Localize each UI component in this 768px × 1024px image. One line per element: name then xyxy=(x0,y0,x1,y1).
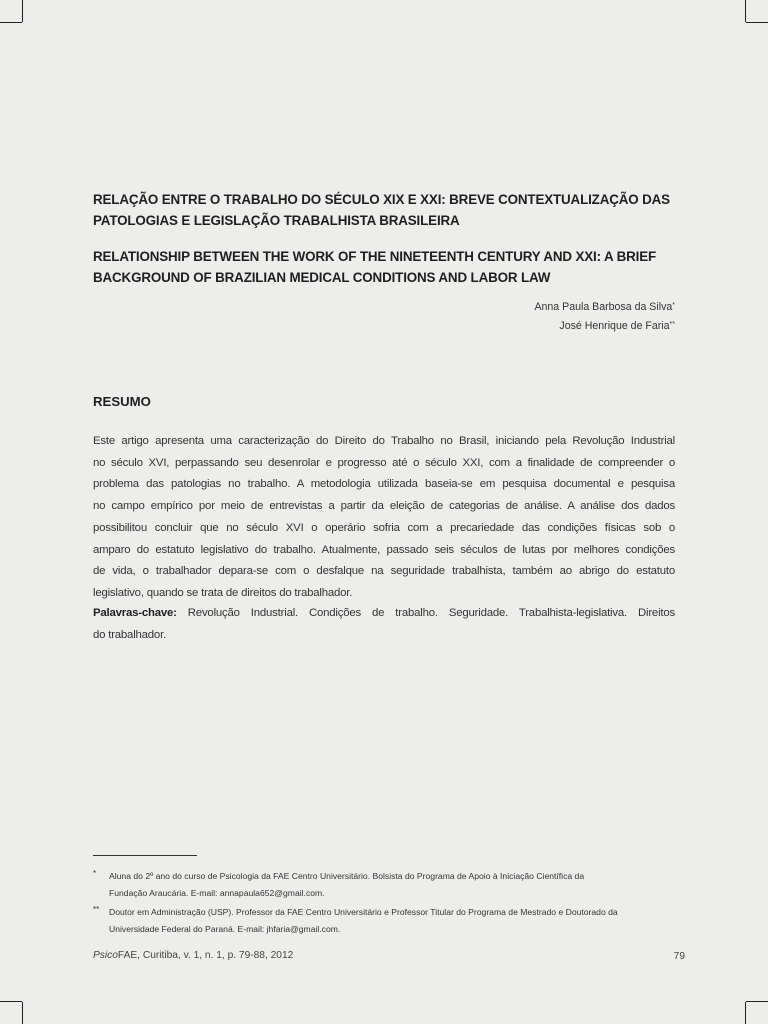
footnote-line: Aluna do 2º ano do curso de Psicologia da FAE Centro Universitário. Bolsista do Programa de Apoio à Iniciação Científica da xyxy=(109,871,585,881)
author-footnote-mark: ** xyxy=(669,321,675,328)
journal-details: FAE, Curitiba, v. 1, n. 1, p. 79-88, 2012 xyxy=(117,950,294,961)
crop-mark xyxy=(746,22,768,23)
footnote-line: Universidade Federal do Paraná. E-mail: jhfaria@gmail.com. xyxy=(109,923,341,934)
title-portuguese xyxy=(93,189,683,231)
author-footnote-mark: * xyxy=(672,302,675,309)
crop-mark xyxy=(0,1001,22,1002)
title-line: RELAÇÃO ENTRE O TRABALHO DO SÉCULO XIX E XXI: BREVE CONTEXTUALIZAÇÃO DAS xyxy=(93,192,670,207)
abstract-line: de vida, o trabalhador depara-se com o desfalque na seguridade trabalhista, também ao abrigo do estatuto xyxy=(93,565,675,578)
footnote-line: Doutor em Administração (USP). Professor da FAE Centro Universitário e Professor Titular do Programa de Mestrado e Doutorado da xyxy=(109,907,618,917)
footnote xyxy=(93,868,683,901)
abstract-line: amparo do estatuto legislativo do trabalho. Atualmente, passado seis séculos de lutas por melhores condições xyxy=(93,543,675,556)
author-name: Anna Paula Barbosa da Silva xyxy=(534,301,673,313)
keywords xyxy=(93,603,675,646)
abstract-text xyxy=(93,431,675,605)
page-number: 79 xyxy=(673,951,685,962)
footnote xyxy=(93,904,683,937)
abstract-line: no campo empírico por meio de entrevistas a partir da eleição de categorias de análise. A análise dos dados xyxy=(93,500,675,513)
crop-mark xyxy=(22,0,23,22)
abstract-line: no século XVI, perpassando seu desenrolar e progresso até o século XXI, com a finalidade de compreender o xyxy=(93,456,675,469)
journal-name-italic: Psico xyxy=(93,950,118,961)
crop-mark xyxy=(745,1002,746,1024)
author-list xyxy=(534,298,675,336)
abstract-line: problema das patologias no trabalho. A metodologia utilizada baseia-se em pesquisa documental e pesquisa xyxy=(93,478,675,491)
abstract-line: possibilitou concluir que no século XVI o operário sofria com a precariedade das condições físicas sob o xyxy=(93,521,675,534)
author xyxy=(534,298,675,317)
footnote-mark: ** xyxy=(93,905,100,914)
title-line: PATOLOGIAS E LEGISLAÇÃO TRABALHISTA BRASILEIRA xyxy=(93,213,460,228)
crop-mark xyxy=(0,22,22,23)
journal-citation xyxy=(93,950,293,961)
title-line: RELATIONSHIP BETWEEN THE WORK OF THE NINETEENTH CENTURY AND XXI: A BRIEF xyxy=(93,249,657,264)
footnote-line: Fundação Araucária. E-mail: annapaula652@gmail.com. xyxy=(109,887,325,898)
title-english xyxy=(93,246,683,288)
footnote-separator xyxy=(93,855,197,856)
title-line: BACKGROUND OF BRAZILIAN MEDICAL CONDITIONS AND LABOR LAW xyxy=(93,270,551,285)
keywords-line: Revolução Industrial. Condições de trabalho. Seguridade. Trabalhista-legislativa. Direitos xyxy=(187,607,675,619)
author-name: José Henrique de Faria xyxy=(559,320,670,332)
footnote-mark: * xyxy=(93,869,97,878)
author xyxy=(534,317,675,336)
keywords-label: Palavras-chave: xyxy=(93,607,177,619)
crop-mark xyxy=(746,1001,768,1002)
abstract-heading: RESUMO xyxy=(93,394,151,409)
abstract-line: Este artigo apresenta uma caracterização do Direito do Trabalho no Brasil, iniciando pela Revolução Industrial xyxy=(93,435,675,447)
crop-mark xyxy=(22,1002,23,1024)
abstract-line: legislativo, quando se trata de direitos do trabalhador. xyxy=(93,586,353,599)
crop-mark xyxy=(745,0,746,22)
keywords-line: do trabalhador. xyxy=(93,628,166,641)
